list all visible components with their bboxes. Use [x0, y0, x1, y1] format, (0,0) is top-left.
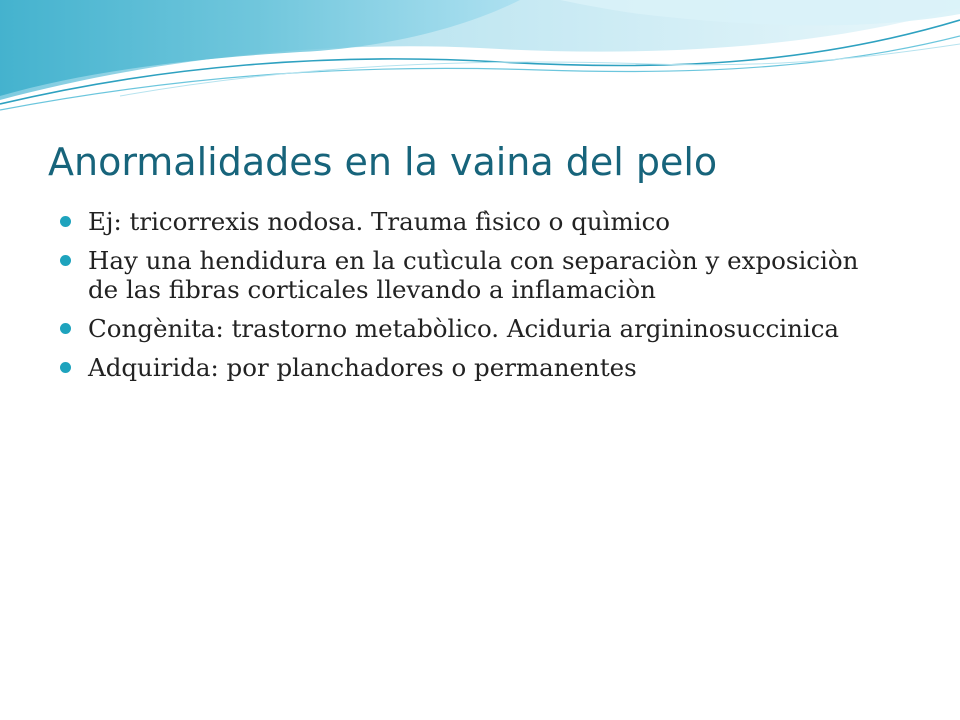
wave-band-dark: [0, 0, 520, 96]
bullet-text: Ej: tricorrexis nodosa. Trauma fìsico o quìmico: [88, 207, 671, 236]
bullet-item: [60, 353, 860, 382]
bullet-marker-icon: [60, 323, 71, 334]
bullet-list: [60, 207, 860, 392]
bullet-text: Congènita: trastorno metabòlico. Aciduria argininosuccinica: [88, 314, 840, 343]
bullet-item: [60, 314, 860, 343]
bullet-marker-icon: [60, 362, 71, 373]
bullet-item: [60, 207, 860, 236]
bullet-marker-icon: [60, 255, 71, 266]
bullet-text: Adquirida: por planchadores o permanentes: [88, 353, 637, 382]
bullet-marker-icon: [60, 216, 71, 227]
header-wave-decoration: [0, 0, 960, 115]
slide-title: Anormalidades en la vaina del pelo: [48, 140, 718, 184]
bullet-text: Hay una hendidura en la cutìcula con separaciòn y exposiciòn de las fibras corticales llevando a inflamaciòn: [88, 246, 859, 304]
bullet-item: [60, 246, 860, 304]
